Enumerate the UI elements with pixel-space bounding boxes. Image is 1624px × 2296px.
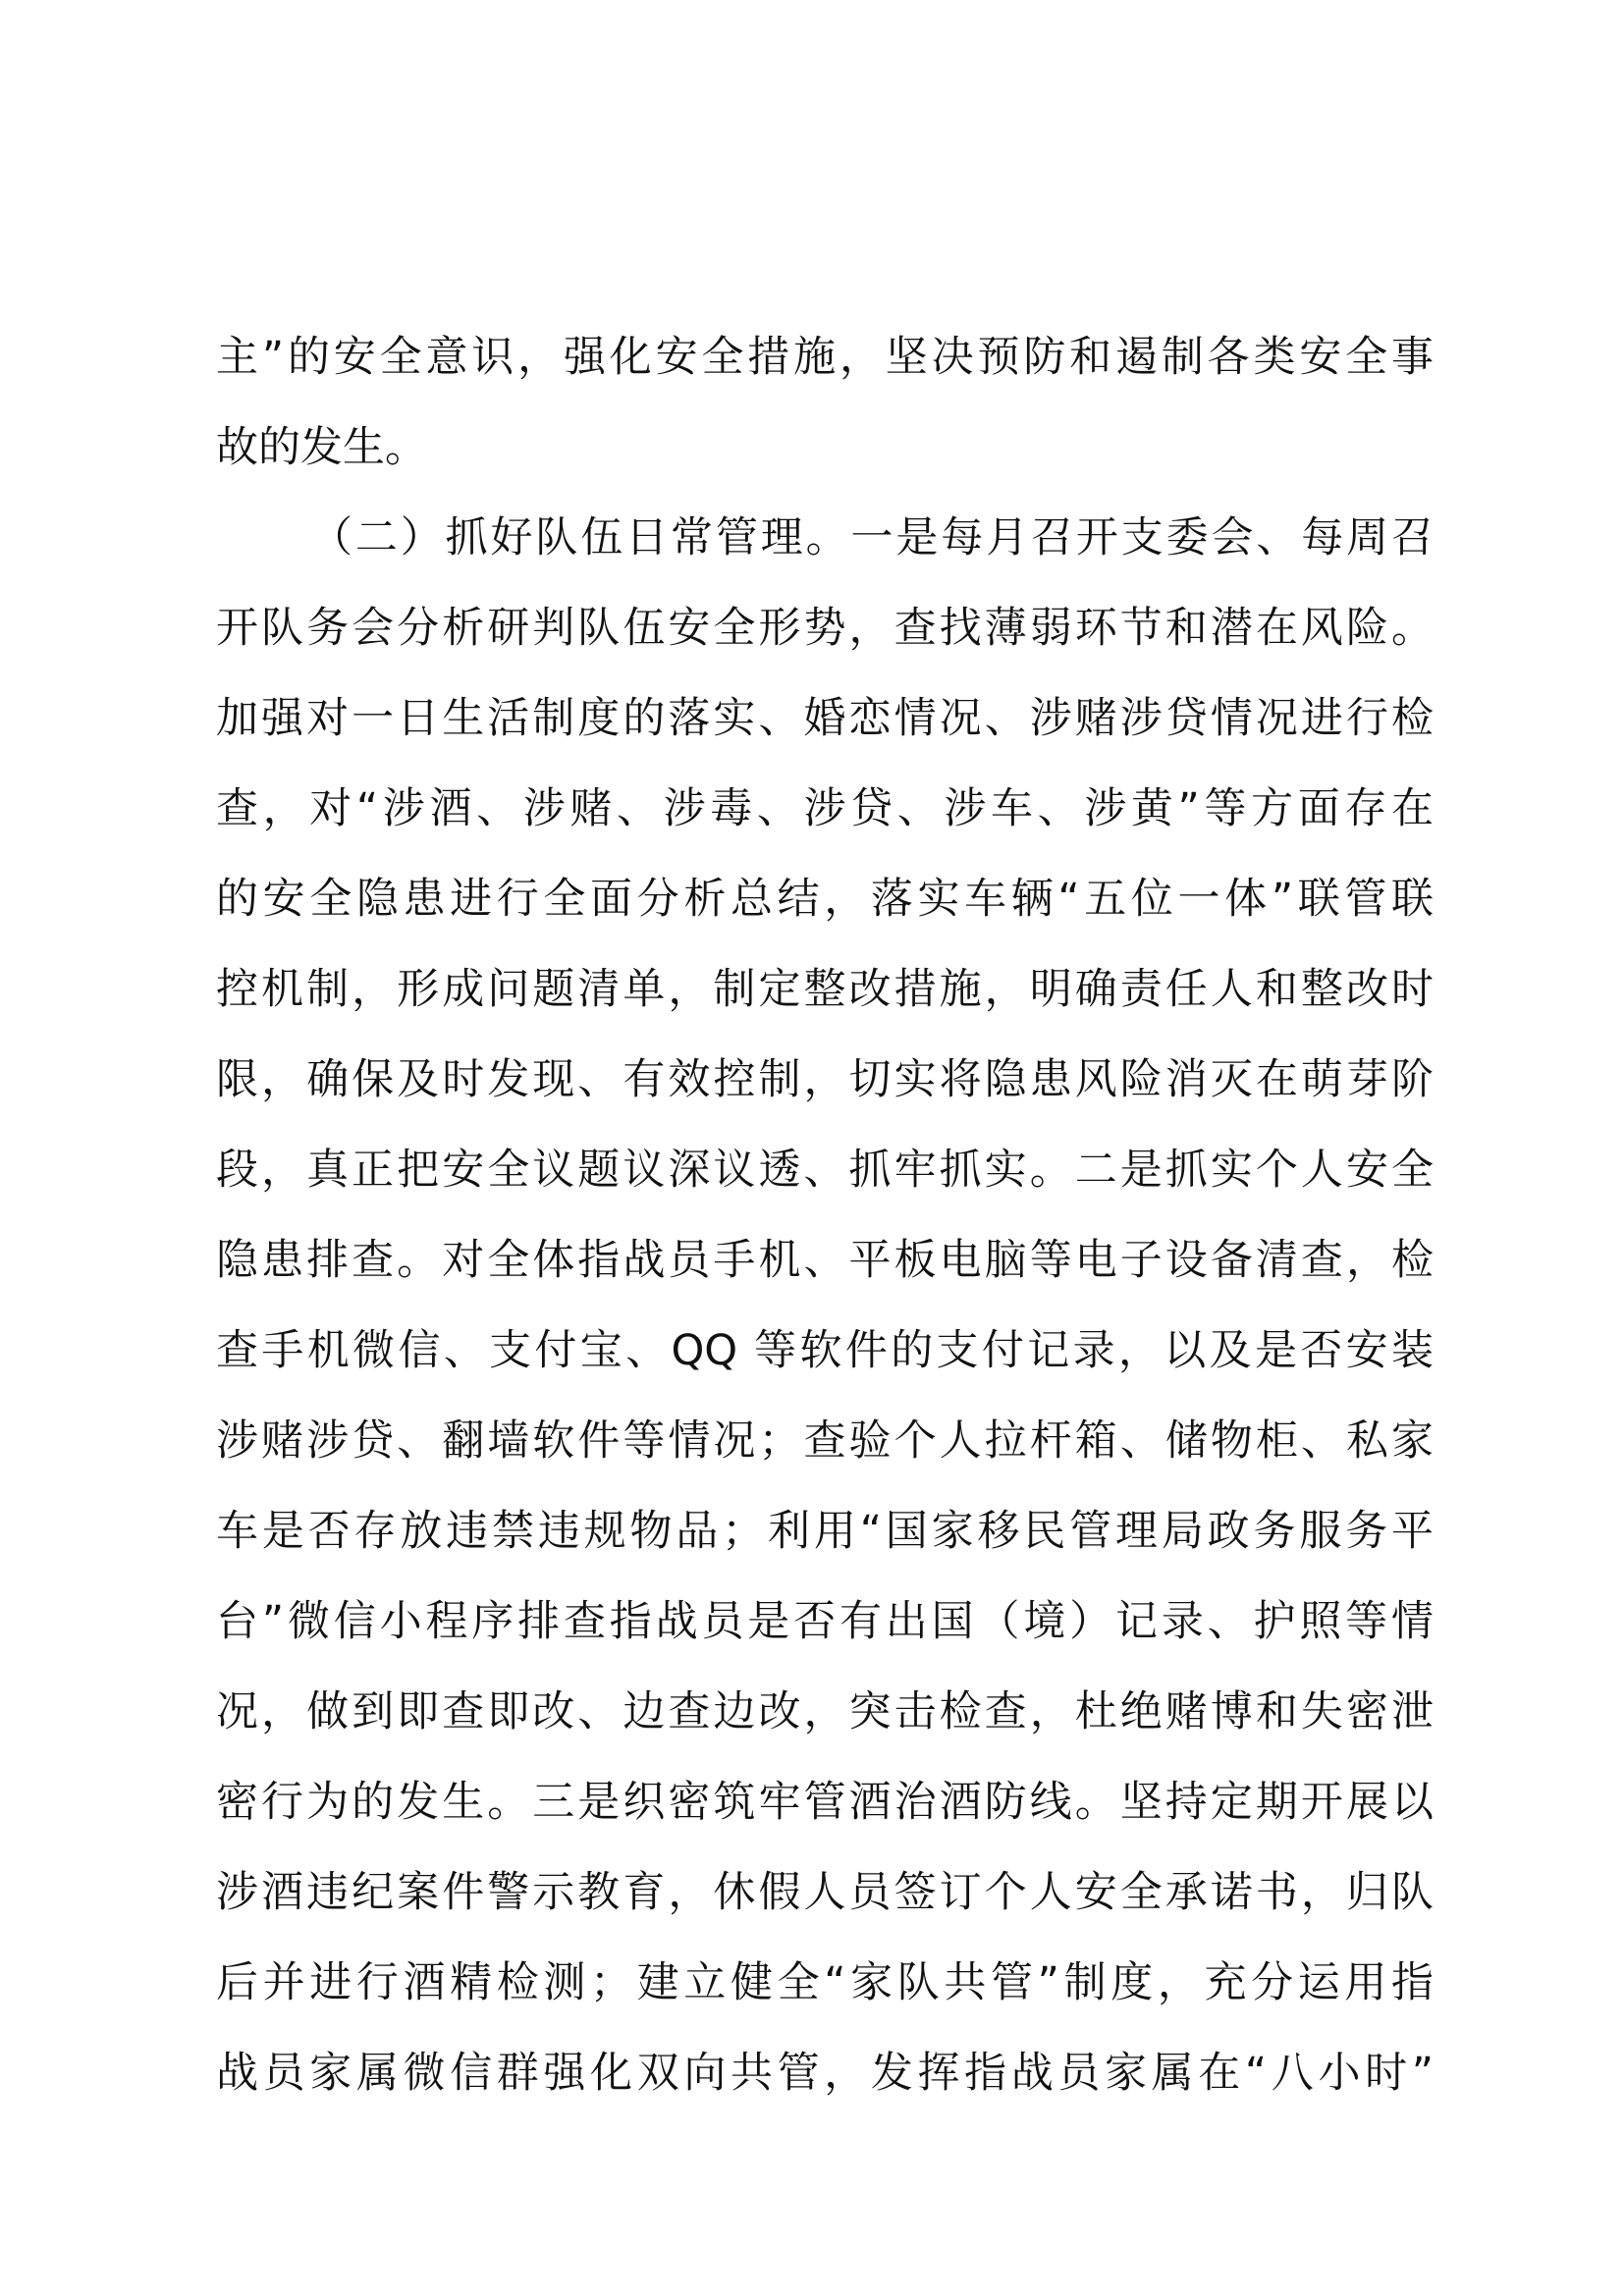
text-line: 况，做到即查即改、边查边改，突击检查，杜绝赌博和失密泄	[216, 1687, 1434, 1736]
section-heading-line: （二）抓好队伍日常管理。一是每月召开支委会、每周召	[310, 513, 1434, 562]
text-line: 主”的安全意识，强化安全措施，坚决预防和遏制各类安全事	[216, 333, 1434, 382]
text-line: 涉酒违纪案件警示教育，休假人员签订个人安全承诺书，归队	[216, 1868, 1434, 1917]
text-line: 故的发生。	[216, 423, 427, 472]
text-line: 隐患排查。对全体指战员手机、平板电脑等电子设备清查，检	[216, 1236, 1434, 1285]
text-line: 开队务会分析研判队伍安全形势，查找薄弱环节和潜在风险。	[216, 604, 1434, 653]
text-line: 限，确保及时发现、有效控制，切实将隐患风险消灭在萌芽阶	[216, 1055, 1434, 1104]
text-line: 查手机微信、支付宝、QQ 等软件的支付记录，以及是否安装	[216, 1326, 1434, 1375]
text-line: 台”微信小程序排查指战员是否有出国（境）记录、护照等情	[216, 1597, 1434, 1646]
text-line: 的安全隐患进行全面分析总结，落实车辆“五位一体”联管联	[216, 875, 1434, 924]
text-line: 控机制，形成问题清单，制定整改措施，明确责任人和整改时	[216, 965, 1434, 1014]
body-text	[216, 312, 1434, 2118]
text-line: 车是否存放违禁违规物品；利用“国家移民管理局政务服务平	[216, 1507, 1434, 1556]
text-line: 段，真正把安全议题议深议透、抓牢抓实。二是抓实个人安全	[216, 1146, 1434, 1195]
text-line: 涉赌涉贷、翻墙软件等情况；查验个人拉杆箱、储物柜、私家	[216, 1416, 1434, 1466]
text-line: 战员家属微信群强化双向共管，发挥指战员家属在“八小时”	[216, 2049, 1434, 2098]
text-line: 密行为的发生。三是织密筑牢管酒治酒防线。坚持定期开展以	[216, 1778, 1434, 1827]
text-line: 查，对“涉酒、涉赌、涉毒、涉贷、涉车、涉黄”等方面存在	[216, 784, 1434, 833]
text-line: 后并进行酒精检测；建立健全“家队共管”制度，充分运用指	[216, 1958, 1434, 2007]
text-line: 加强对一日生活制度的落实、婚恋情况、涉赌涉贷情况进行检	[216, 694, 1434, 743]
